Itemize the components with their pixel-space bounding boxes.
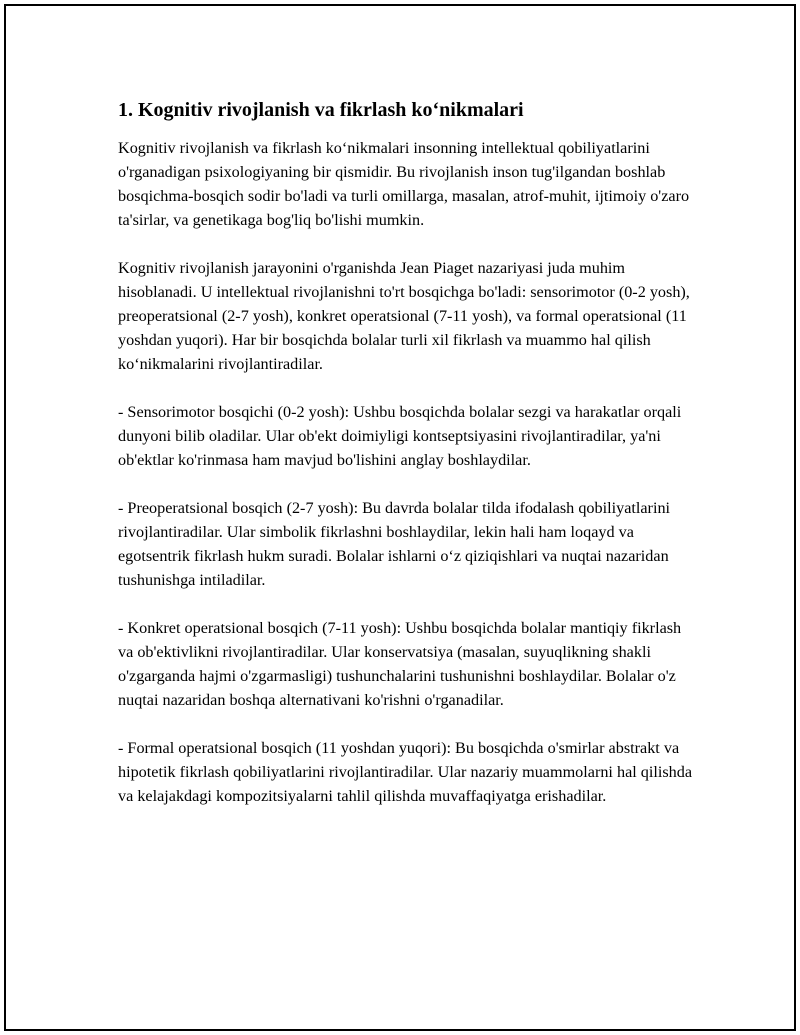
paragraph-formal-operational: - Formal operatsional bosqich (11 yoshdan yuqori): Bu bosqichda o'smirlar abstrakt va hipotetik fikrlash qobiliyatlarini rivojlantiradilar. Ular nazariy muammolarni hal qilishda va kelajakdagi kompozitsiyalarni tahlil qilishda muvaffaqiyatga erishadilar. [118,739,693,805]
document-title: 1. Kognitiv rivojlanish va fikrlash ko‘nikmalari [118,99,524,121]
paragraph-preoperational: - Preoperatsional bosqich (2-7 yosh): Bu davrda bolalar tilda ifodalash qobiliyatlarini rivojlantiradilar. Ular simbolik fikrlashni boshlaydilar, lekin hali ham loqayd va egotsentrik fikrlash hukm suradi. Bolalar ishlarni o‘z qiziqishlari va nuqtai nazaridan tushunishga intiladilar. [118,499,671,589]
page-frame [4,4,796,1031]
paragraph-sensorimotor: - Sensorimotor bosqichi (0-2 yosh): Ushbu bosqichda bolalar sezgi va harakatlar orqali dunyoni bilib oladilar. Ular ob'ekt doimiyligi kontseptsiyasini rivojlantiradilar, ya'ni ob'ektlar ko'rinmasa ham mavjud bo'lishini anglay boshlaydilar. [118,403,682,469]
document-body [118,96,693,832]
paragraph-piaget-theory: Kognitiv rivojlanish jarayonini o'rganishda Jean Piaget nazariyasi juda muhim hisoblanadi. U intellektual rivojlanishni to'rt bosqichga bo'ladi: sensorimotor (0-2 yosh), preoperatsional (2-7 yosh), konkret operatsional (7-11 yosh), va formal operatsional (11 yoshdan yuqori). Har bir bosqichda bolalar turli xil fikrlash va muammo hal qilish ko‘nikmalarini rivojlantiradilar. [118,259,690,373]
paragraph-intro: Kognitiv rivojlanish va fikrlash ko‘nikmalari insonning intellektual qobiliyatlarini o'rganadigan psixologiyaning bir qismidir. Bu rivojlanish inson tug'ilgandan boshlab bosqichma-bosqich sodir bo'ladi va turli omillarga, masalan, atrof-muhit, ijtimoiy o'zaro ta'sirlar, va genetikaga bog'liq bo'lishi mumkin. [118,139,690,229]
paragraph-concrete-operational: - Konkret operatsional bosqich (7-11 yosh): Ushbu bosqichda bolalar mantiqiy fikrlash va ob'ektivlikni rivojlantiradilar. Ular konservatsiya (masalan, suyuqlikning shakli o'zgarganda hajmi o'zgarmasligi) tushunchalarini tushunishni boshlaydilar. Bolalar o'z nuqtai nazaridan boshqa alternativani ko'rishni o'rganadilar. [118,619,682,709]
